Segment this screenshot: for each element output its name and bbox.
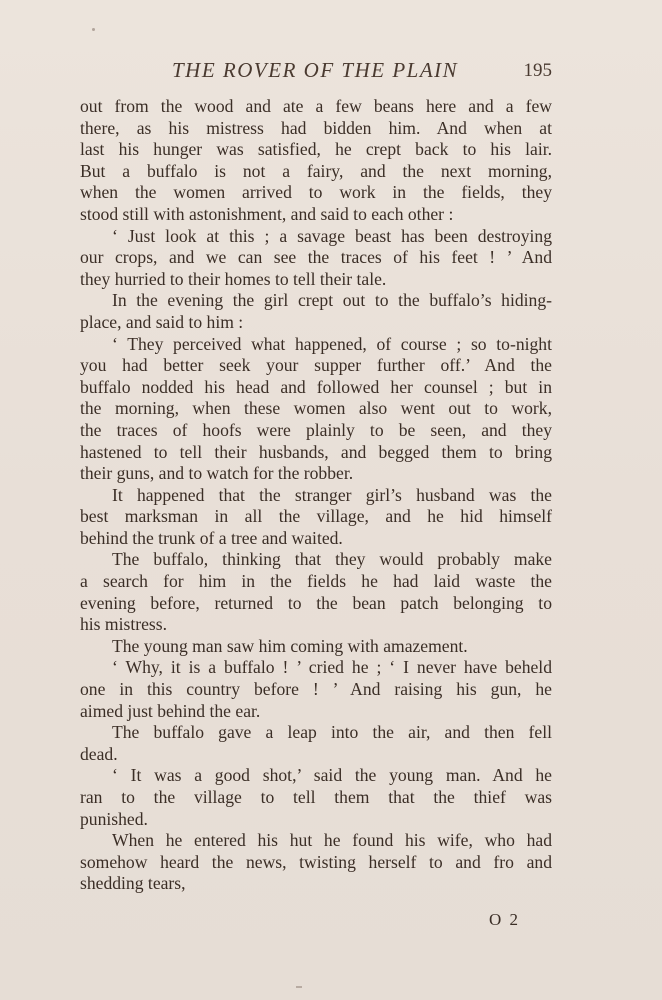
text-line: stood still with astonishment, and said to each other : <box>80 203 454 224</box>
text-line: out from the wood and ate a few beans here and a few <box>80 96 552 116</box>
text-line: The buffalo, thinking that they would probably make <box>112 549 552 570</box>
text-line: ‘ Just look at this ; a savage beast has been destroying <box>112 225 552 246</box>
text-line: The buffalo gave a leap into the air, and then fell <box>112 722 552 743</box>
text-line: when the women arrived to work in the fields, they <box>80 182 552 203</box>
running-title: THE ROVER OF THE PLAIN <box>172 58 459 82</box>
text-line: our crops, and we can see the traces of his feet ! ’ And <box>80 247 552 268</box>
page-header <box>80 58 552 88</box>
text-line: you had better seek your supper further off.’ And the <box>80 355 552 376</box>
text-line: the traces of hoofs were plainly to be seen, and they <box>80 419 552 440</box>
text-line: evening before, returned to the bean patch belonging to <box>80 592 552 613</box>
text-line: ‘ Why, it is a buffalo ! ’ cried he ; ‘ I never have beheld <box>112 657 552 678</box>
text-line: When he entered his hut he found his wife, who had <box>112 830 552 851</box>
text-line: But a buffalo is not a fairy, and the next morning, <box>80 160 552 181</box>
text-line: his mistress. <box>80 614 167 635</box>
text-line: a search for him in the fields he had laid waste the <box>80 571 552 592</box>
text-line: one in this country before ! ’ And raising his gun, he <box>80 679 552 700</box>
text-line: ‘ It was a good shot,’ said the young man. And he <box>112 765 552 786</box>
text-line: The young man saw him coming with amazement. <box>112 635 468 656</box>
text-line: last his hunger was satisfied, he crept back to his lair. <box>80 139 552 160</box>
page-number: 195 <box>523 60 552 81</box>
text-line: behind the trunk of a tree and waited. <box>80 527 343 548</box>
text-line: ran to the village to tell them that the thief was <box>80 787 552 807</box>
body-text <box>80 96 552 895</box>
text-line: hastened to tell their husbands, and begged them to bring <box>80 441 552 462</box>
text-line: they hurried to their homes to tell their tale. <box>80 268 387 289</box>
signature-mark: O 2 <box>488 910 520 929</box>
text-line: punished. <box>80 808 148 829</box>
text-line: aimed just behind the ear. <box>80 700 261 721</box>
text-line: shedding tears, <box>80 873 186 894</box>
paper-speck <box>296 986 302 988</box>
text-line: place, and said to him : <box>80 311 244 332</box>
text-line: best marksman in all the village, and he hid himself <box>80 506 552 527</box>
text-line: there, as his mistress had bidden him. And when at <box>80 117 552 138</box>
text-line: dead. <box>80 743 118 764</box>
paper-speck <box>92 28 95 31</box>
text-line: It happened that the stranger girl’s husband was the <box>112 484 552 505</box>
text-line: buffalo nodded his head and followed her counsel ; but in <box>80 376 552 397</box>
text-line: In the evening the girl crept out to the buffalo’s hiding- <box>112 290 552 311</box>
text-line: somehow heard the news, twisting herself to and fro and <box>80 851 552 872</box>
text-line: ‘ They perceived what happened, of course ; so to-night <box>112 333 552 354</box>
text-line: their guns, and to watch for the robber. <box>80 463 354 484</box>
text-line: the morning, when these women also went out to work, <box>80 398 552 419</box>
